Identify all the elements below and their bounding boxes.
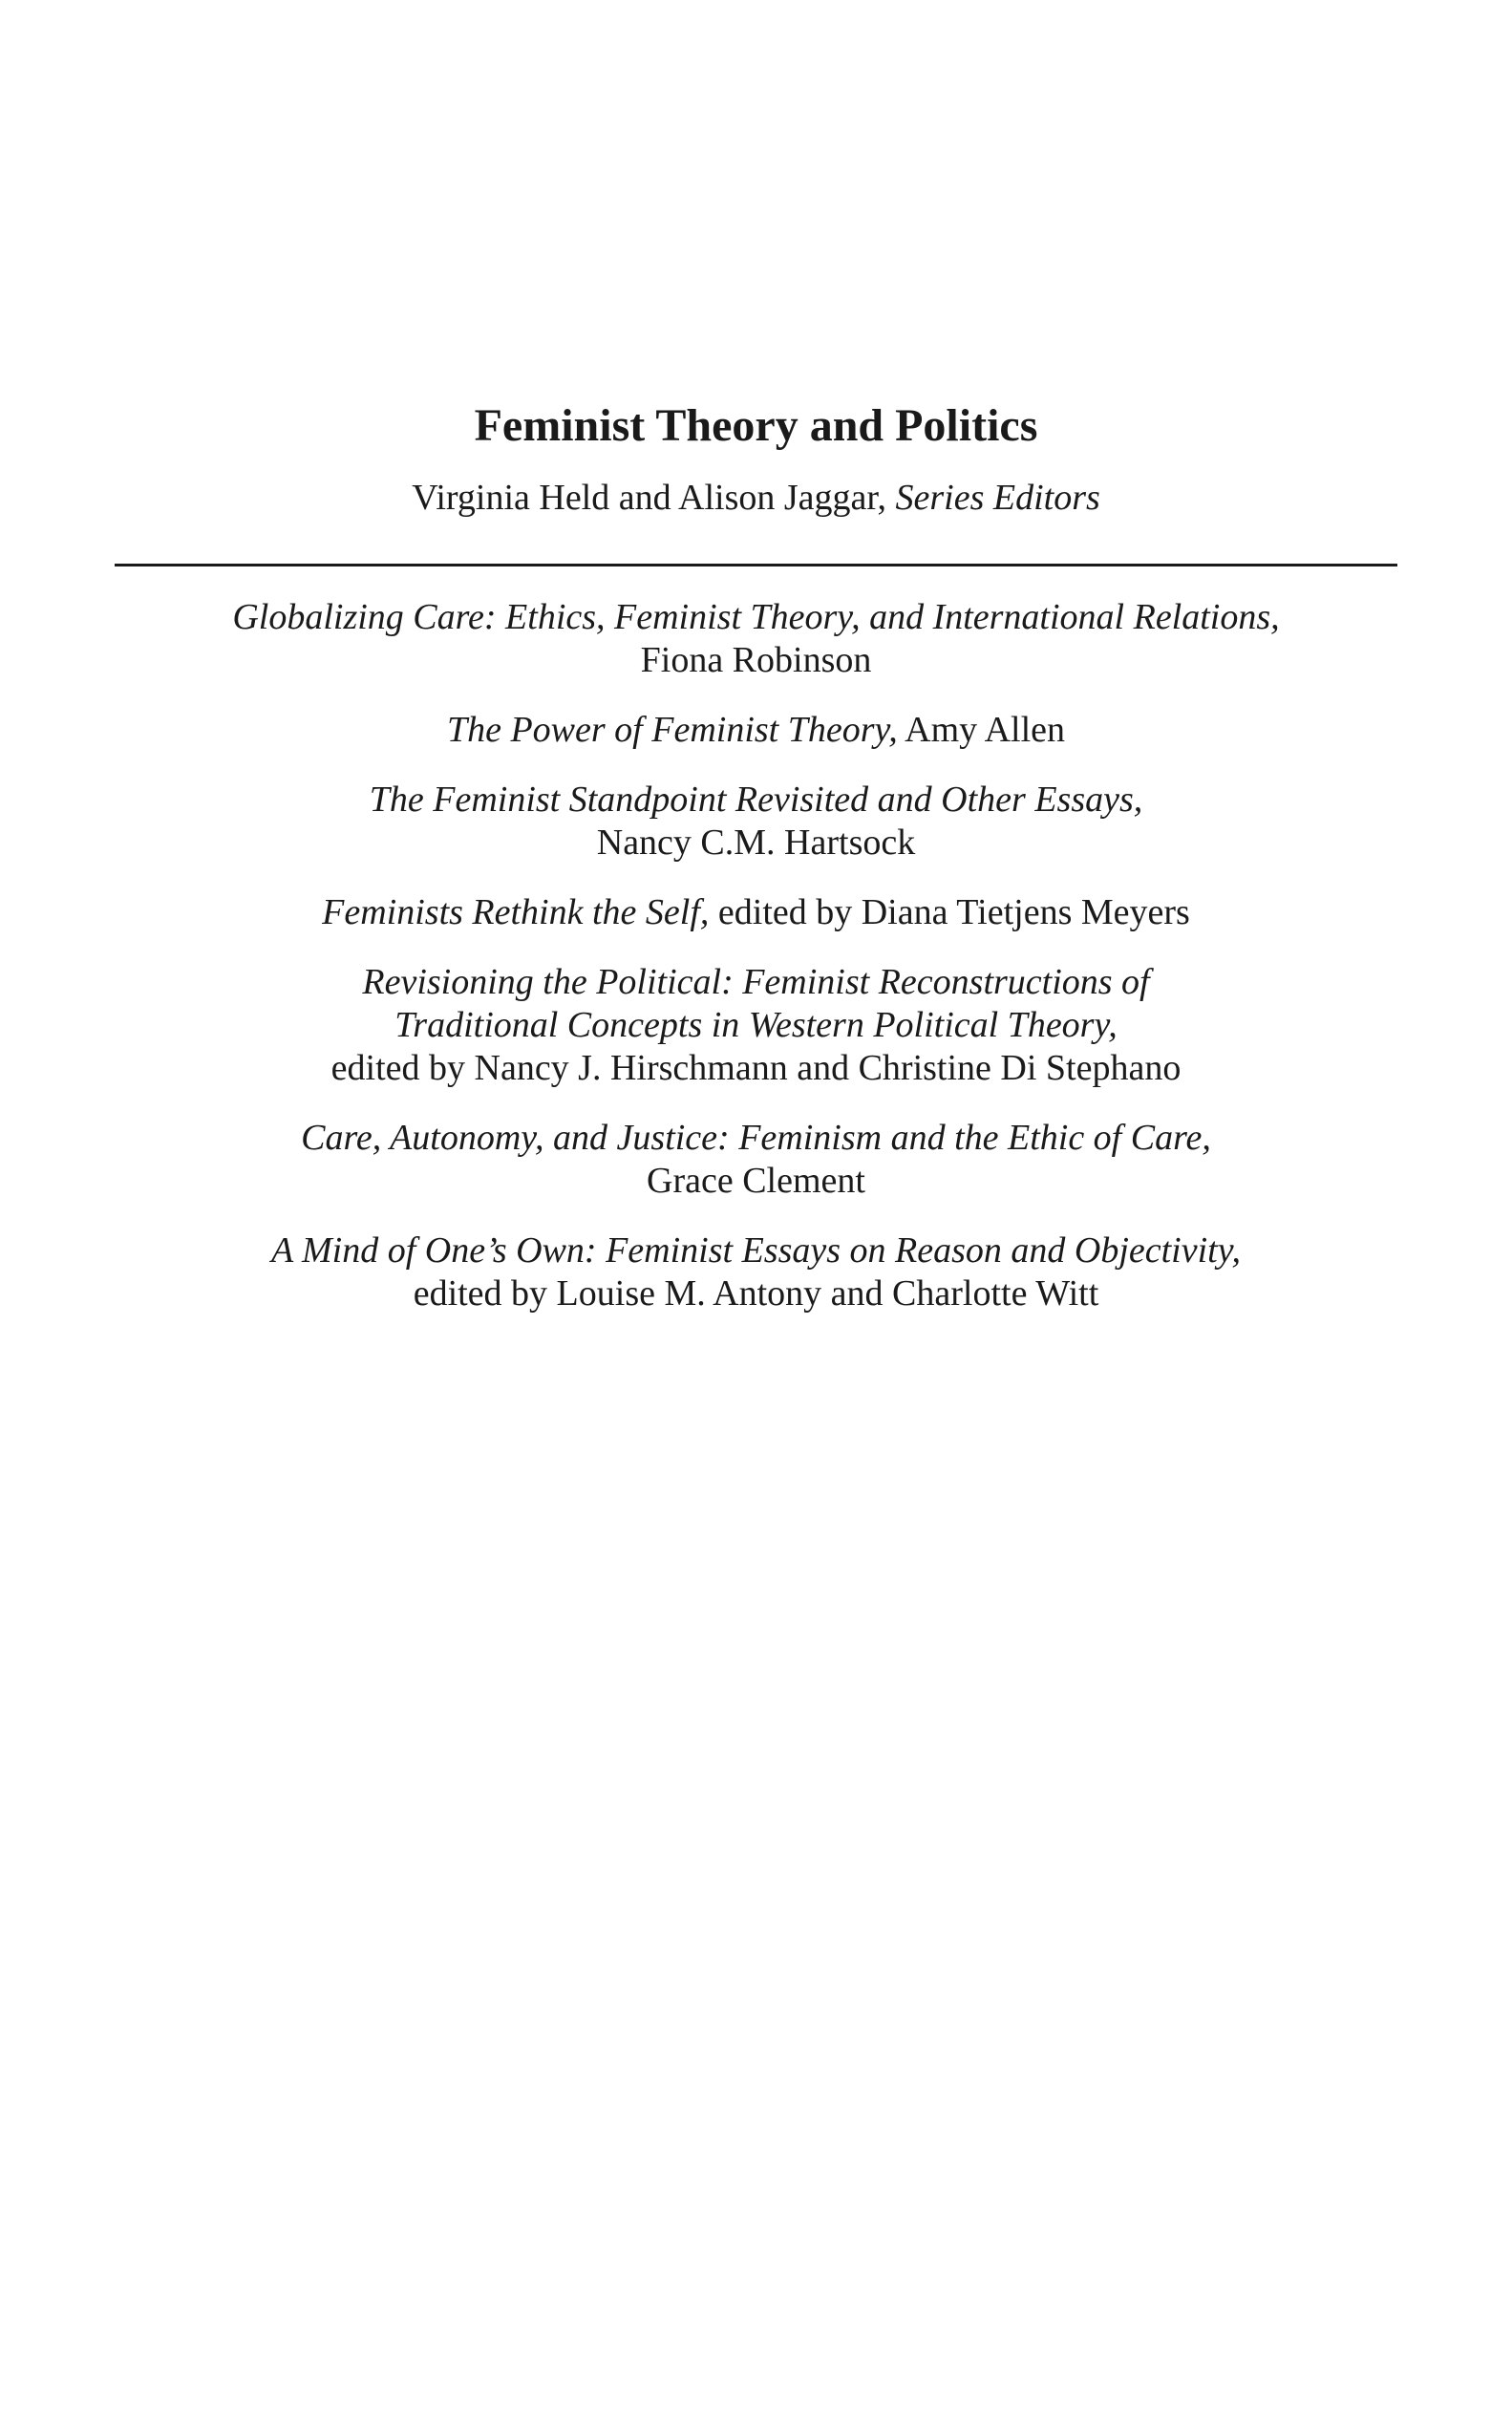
book-title: A Mind of One’s Own: Feminist Essays on Reason and Objectivity, xyxy=(271,1230,1241,1271)
book-list xyxy=(143,596,1369,1342)
divider-rule xyxy=(115,564,1397,566)
book-entry-revisioning-the-political xyxy=(143,961,1369,1090)
book-title: Feminists Rethink the Self, xyxy=(322,892,710,932)
book-author: Fiona Robinson xyxy=(640,640,872,680)
book-author: Amy Allen xyxy=(897,710,1066,750)
book-author: edited by Diana Tietjens Meyers xyxy=(709,892,1190,932)
book-author: Grace Clement xyxy=(647,1161,865,1201)
series-title: Feminist Theory and Politics xyxy=(474,400,1038,451)
book-author: edited by Louise M. Antony and Charlotte Witt xyxy=(413,1273,1099,1314)
series-editors-names: Virginia Held and Alison Jaggar, xyxy=(412,478,896,518)
book-title: Globalizing Care: Ethics, Feminist Theory, and International Relations, xyxy=(232,597,1280,637)
book-title-line1: Revisioning the Political: Feminist Reconstructions of xyxy=(362,962,1150,1002)
book-title: The Power of Feminist Theory, xyxy=(446,710,898,750)
book-entry-a-mind-of-ones-own xyxy=(143,1229,1369,1315)
book-author: Nancy C.M. Hartsock xyxy=(596,823,916,863)
book-entry-globalizing-care xyxy=(143,596,1369,682)
series-editors xyxy=(0,475,1512,521)
book-entry-power-of-feminist-theory xyxy=(143,709,1369,752)
book-title-line2: Traditional Concepts in Western Political Theory, xyxy=(394,1005,1118,1045)
book-title: Care, Autonomy, and Justice: Feminism and the Ethic of Care, xyxy=(301,1118,1211,1158)
book-entry-feminists-rethink-the-self xyxy=(143,891,1369,934)
book-title: The Feminist Standpoint Revisited and Other Essays, xyxy=(369,780,1143,820)
book-entry-care-autonomy-justice xyxy=(143,1117,1369,1203)
book-entry-feminist-standpoint xyxy=(143,779,1369,865)
book-author: edited by Nancy J. Hirschmann and Christine Di Stephano xyxy=(330,1048,1182,1088)
series-editors-role: Series Editors xyxy=(895,478,1100,518)
